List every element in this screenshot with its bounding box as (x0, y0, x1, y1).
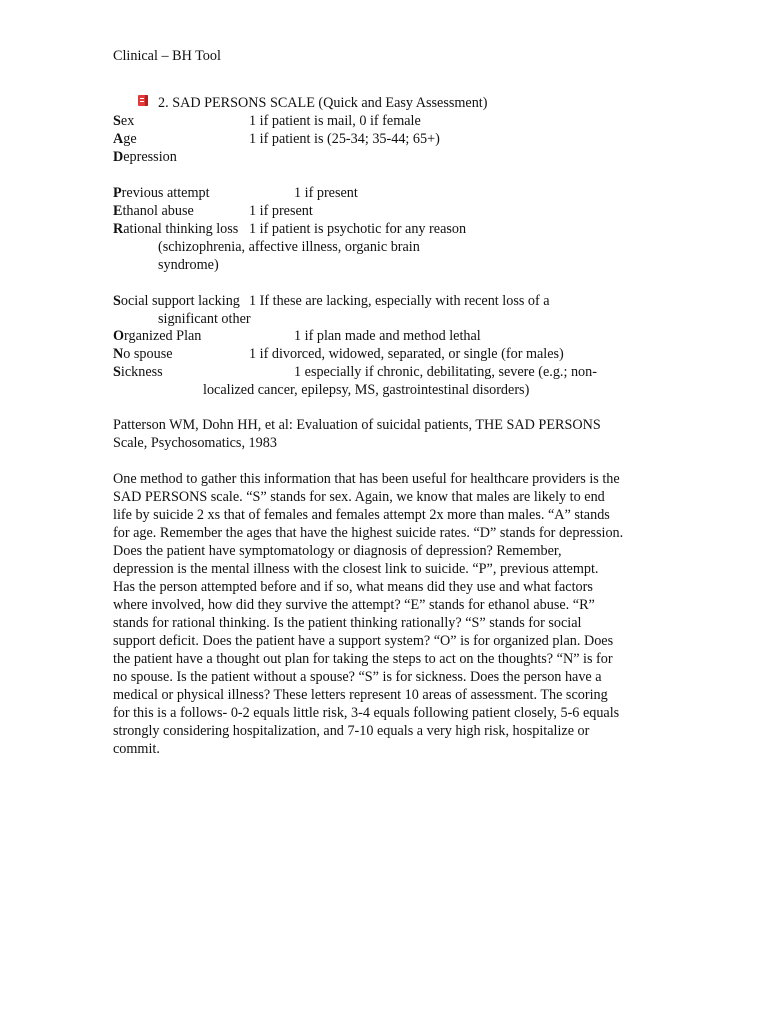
body-line: support deficit. Does the patient have a support system? “O” is for organized plan. Does (113, 633, 614, 649)
body-line: SAD PERSONS scale. “S” stands for sex. Again, we know that males are likely to end (113, 489, 605, 505)
body-line: medical or physical illness? These letters represent 10 areas of assessment. The scoring (113, 687, 608, 703)
body-line: Has the person attempted before and if so, what means did they use and what factors (113, 579, 593, 595)
item-rational-desc: 1 if patient is psychotic for any reason (249, 221, 467, 237)
item-previous-attempt-desc: 1 if present (294, 185, 358, 201)
item-organized-plan-desc: 1 if plan made and method lethal (294, 328, 481, 344)
sticky-note-icon[interactable] (138, 95, 148, 106)
item-rational-cont-1: (schizophrenia, affective illness, organic brain (158, 239, 420, 255)
item-depression-label: Depression (113, 149, 177, 165)
item-ethanol-desc: 1 if present (249, 203, 313, 219)
item-sex-label: Sex (113, 113, 135, 129)
item-social-desc: 1 If these are lacking, especially with recent loss of a (249, 293, 550, 309)
scale-heading: 2. SAD PERSONS SCALE (Quick and Easy Assessment) (158, 95, 488, 111)
body-line: for age. Remember the ages that have the highest suicide rates. “D” stands for depression. (113, 525, 624, 541)
body-line: depression is the mental illness with the closest link to suicide. “P”, previous attempt. (113, 561, 599, 577)
item-social-label: Social support lacking (113, 293, 240, 309)
document-title: Clinical – BH Tool (113, 48, 221, 64)
item-social-cont: significant other (158, 311, 251, 327)
body-line: for this is a follows- 0-2 equals little risk, 3-4 equals following patient closely, 5-6 equals (113, 705, 620, 721)
body-line: strongly considering hospitalization, and 7-10 equals a very high risk, hospitalize or (113, 723, 590, 739)
citation-line: Scale, Psychosomatics, 1983 (113, 435, 277, 451)
item-sickness-cont: localized cancer, epilepsy, MS, gastrointestinal disorders) (203, 382, 530, 398)
item-age-label: Age (113, 131, 137, 147)
item-ethanol-label: Ethanol abuse (113, 203, 194, 219)
item-no-spouse-desc: 1 if divorced, widowed, separated, or single (for males) (249, 346, 564, 362)
body-line: life by suicide 2 xs that of females and females attempt 2x more than males. “A” stands (113, 507, 610, 523)
citation-line: Patterson WM, Dohn HH, et al: Evaluation of suicidal patients, THE SAD PERSONS (113, 417, 601, 433)
body-line: the patient have a thought out plan for taking the steps to act on the thoughts? “N” is for (113, 651, 613, 667)
body-line: no spouse. Is the patient without a spouse? “S” is for sickness. Does the person have a (113, 669, 602, 685)
item-sex-desc: 1 if patient is mail, 0 if female (249, 113, 421, 129)
item-previous-attempt-label: Previous attempt (113, 185, 210, 201)
item-no-spouse-label: No spouse (113, 346, 173, 362)
body-line: commit. (113, 741, 160, 757)
body-line: where involved, how did they survive the attempt? “E” stands for ethanol abuse. “R” (113, 597, 595, 613)
body-line: stands for rational thinking. Is the patient thinking rationally? “S” stands for social (113, 615, 582, 631)
body-line: Does the patient have symptomatology or diagnosis of depression? Remember, (113, 543, 562, 559)
item-organized-plan-label: Organized Plan (113, 328, 202, 344)
item-sickness-label: Sickness (113, 364, 163, 380)
item-rational-cont-2: syndrome) (158, 257, 219, 273)
item-rational-label: Rational thinking loss (113, 221, 239, 237)
item-sickness-desc: 1 especially if chronic, debilitating, severe (e.g.; non- (294, 364, 597, 380)
body-line: One method to gather this information that has been useful for healthcare providers is the (113, 471, 620, 487)
item-age-desc: 1 if patient is (25-34; 35-44; 65+) (249, 131, 440, 147)
